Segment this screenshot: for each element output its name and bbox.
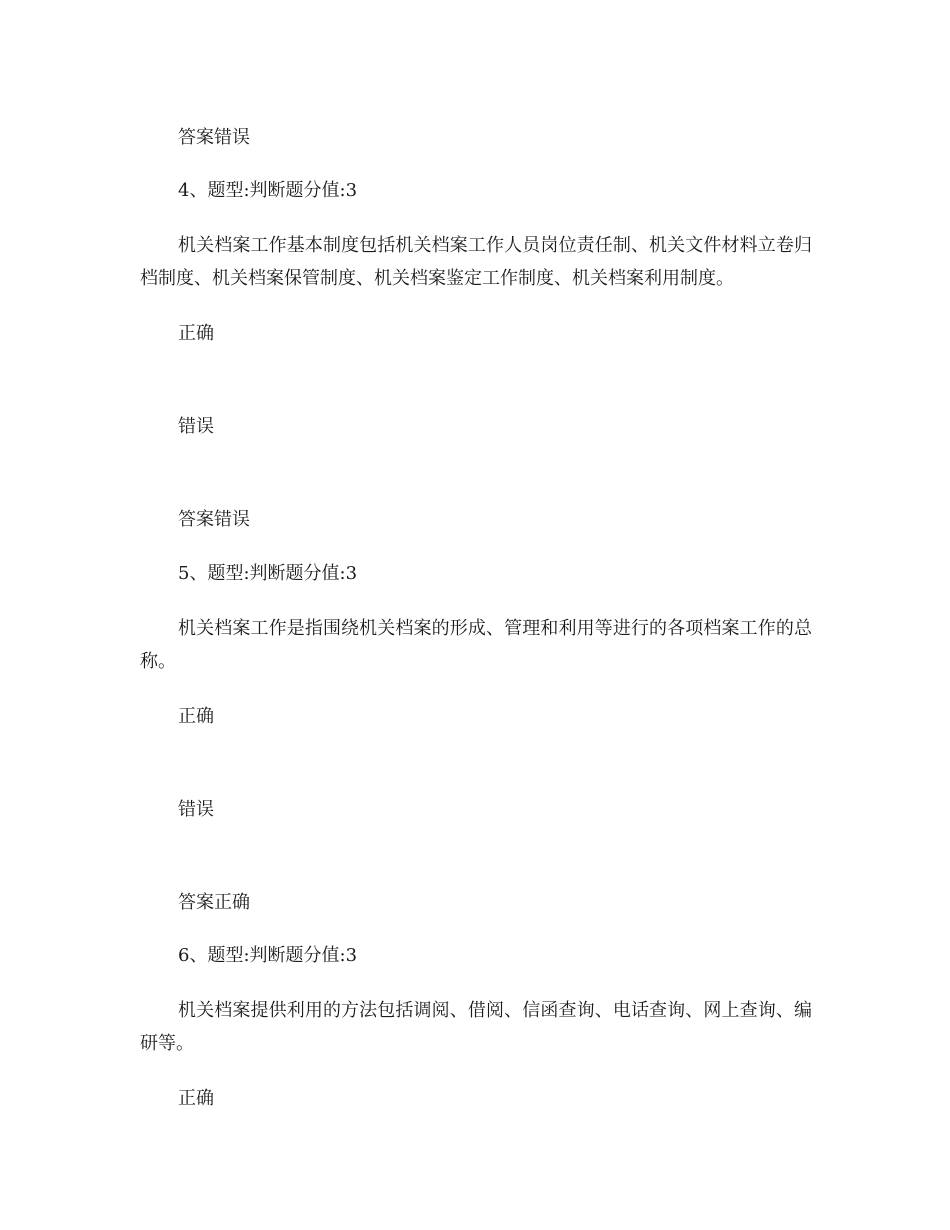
question-5-header: 5、题型:判断题分值:3 xyxy=(178,563,358,584)
question-5-text: 机关档案工作是指围绕机关档案的形成、管理和利用等进行的各项档案工作的总称。 xyxy=(140,618,812,672)
question-5-option-true: 正确 xyxy=(178,706,214,727)
question-4-option-true: 正确 xyxy=(178,323,214,344)
question-4-option-false: 错误 xyxy=(178,416,214,437)
question-6-header: 6、题型:判断题分值:3 xyxy=(178,945,358,966)
question-5-answer: 答案正确 xyxy=(178,892,250,913)
question-4-header: 4、题型:判断题分值:3 xyxy=(178,180,358,201)
question-6-text: 机关档案提供利用的方法包括调阅、借阅、信函查询、电话查询、网上查询、编研等。 xyxy=(140,1000,812,1054)
question-4-answer: 答案错误 xyxy=(178,509,250,530)
question-4-text: 机关档案工作基本制度包括机关档案工作人员岗位责任制、机关文件材料立卷归档制度、机关档案保管制度、机关档案鉴定工作制度、机关档案利用制度。 xyxy=(140,235,812,289)
question-5-option-false: 错误 xyxy=(178,799,214,820)
question-6-option-true: 正确 xyxy=(178,1088,214,1109)
answer-prev: 答案错误 xyxy=(178,127,250,148)
